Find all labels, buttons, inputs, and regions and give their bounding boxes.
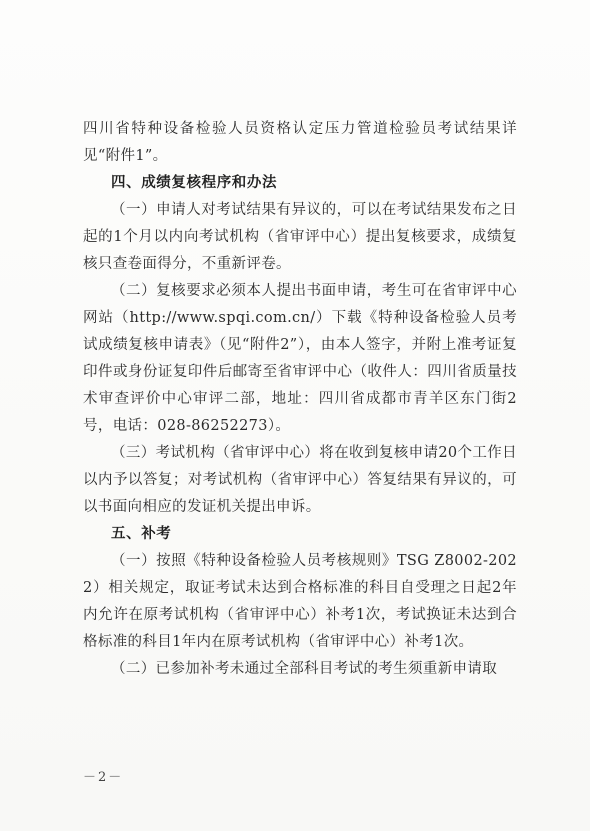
paragraph-makeup-1: （一）按照《特种设备检验人员考核规则》TSG Z8002-2022）相关规定，取证考试未达到合格标准的科目自受理之日起2年内允许在原考试机构（省审评中心）补考1次，考试换证未达到合格标准的科目1年内在原考试机构（省审评中心）补考1次。	[83, 553, 517, 650]
page-number: －2－	[83, 770, 124, 785]
section-heading-makeup-exam: 五、补考	[111, 526, 172, 542]
paragraph-makeup-2: （二）已参加补考未通过全部科目考试的考生须重新申请取	[111, 661, 498, 677]
paragraph-review-2: （二）复核要求必须本人提出书面申请，考生可在省审评中心网站（http://www.spqi.com.cn/）下载《特种设备检验人员考试成绩复核申请表》（见“附件2”），由本人签字，并附上准考证复印件或身份证复印件后邮寄至省审评中心（收件人：四川省质量技术审查评价中心审评二部，地址：四川省成都市青羊区东门街2号，电话：028-86252273）。	[83, 283, 517, 434]
document-body	[83, 116, 517, 683]
paragraph-review-1: （一）申请人对考试结果有异议的，可以在考试结果发布之日起的1个月以内向考试机构（省审评中心）提出复核要求，成绩复核只查卷面得分，不重新评卷。	[83, 202, 517, 272]
paragraph-result-reference: 四川省特种设备检验人员资格认定压力管道检验员考试结果详见“附件1”。	[83, 121, 517, 164]
section-heading-review: 四、成绩复核程序和办法	[111, 175, 278, 191]
paragraph-review-3: （三）考试机构（省审评中心）将在收到复核申请20个工作日以内予以答复；对考试机构（省审评中心）答复结果有异议的，可以书面向相应的发证机关提出申诉。	[83, 445, 517, 515]
